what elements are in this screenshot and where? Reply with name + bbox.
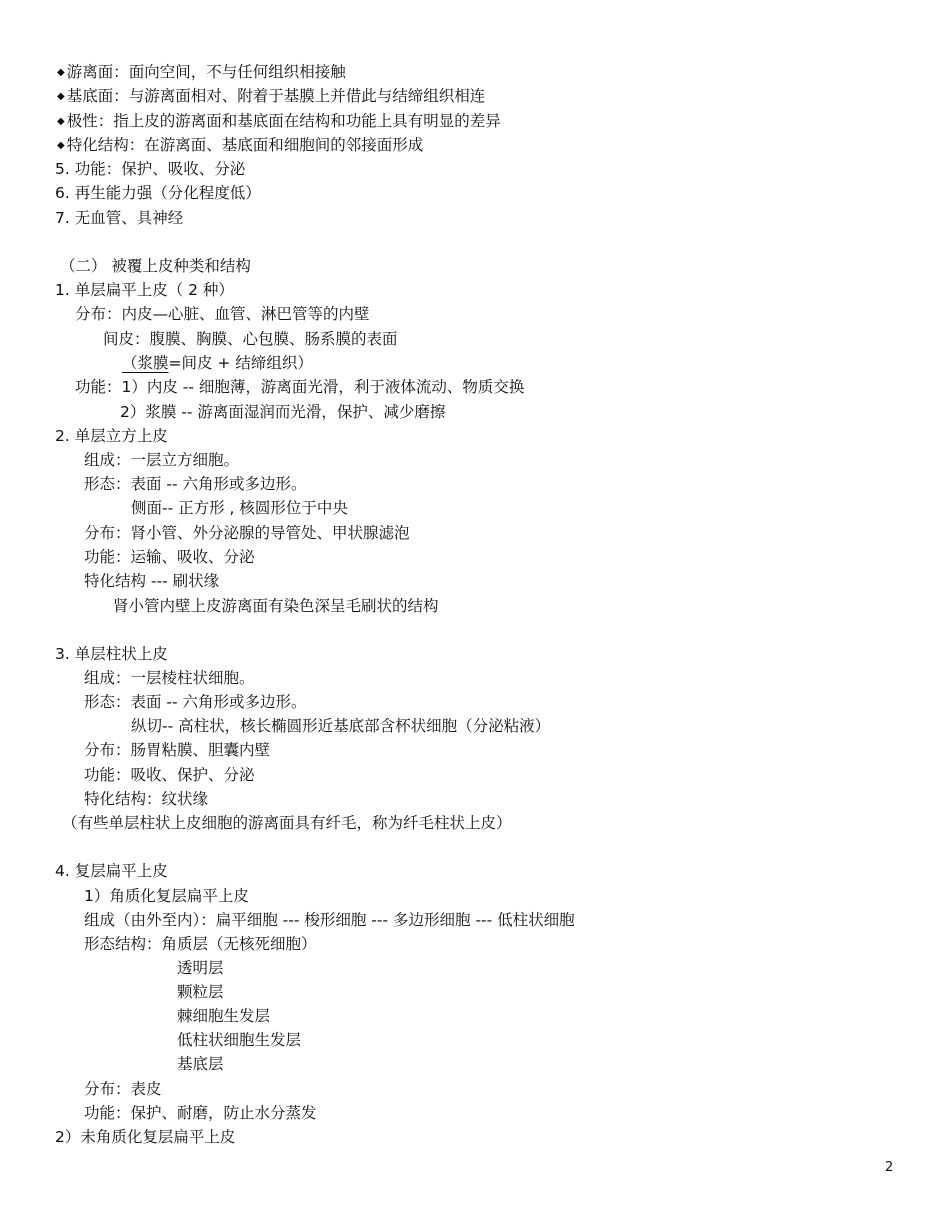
s1-mesothelium: 间皮：腹膜、胸膜、心包膜、肠系膜的表面	[103, 330, 398, 348]
s4-subtitle-1: 1）角质化复层扁平上皮	[84, 887, 249, 905]
s4-subtitle-2: 2）未角质化复层扁平上皮	[55, 1128, 236, 1146]
diamond-bullet-icon: ◆	[57, 67, 65, 78]
bullet-text: 游离面：面向空间，不与任何组织相接触	[66, 63, 346, 81]
s1-function-1: 功能：1）内皮 -- 细胞薄，游离面光滑，利于液体流动、物质交换	[75, 378, 525, 396]
bullet-basal-surface	[57, 86, 485, 106]
bullet-text: 特化结构：在游离面、基底面和细胞间的邻接面形成	[66, 136, 424, 154]
s2-composition: 组成：一层立方细胞。	[84, 451, 240, 469]
s3-title: 3. 单层柱状上皮	[55, 645, 168, 663]
s1-distribution: 分布：内皮—心脏、血管、淋巴管等的内壁	[75, 305, 370, 323]
s3-morphology-2: 纵切-- 高柱状，核长椭圆形近基底部含杯状细胞（分泌粘液）	[131, 717, 551, 735]
s4-composition: 组成（由外至内）：扁平细胞 --- 梭形细胞 --- 多边形细胞 --- 低柱状细胞	[84, 911, 575, 929]
list-item-5: 5. 功能：保护、吸收、分泌	[55, 160, 246, 178]
s1-title: 1. 单层扁平上皮（ 2 种）	[55, 281, 234, 299]
s3-function: 功能：吸收、保护、分泌	[84, 766, 255, 784]
s2-function: 功能：运输、吸收、分泌	[84, 548, 255, 566]
bullet-free-surface	[57, 62, 346, 82]
s4-layer: 棘细胞生发层	[177, 1007, 271, 1025]
bullet-polarity	[57, 111, 501, 131]
list-item-7: 7. 无血管、具神经	[55, 209, 184, 227]
list-item-6: 6. 再生能力强（分化程度低）	[55, 184, 261, 202]
diamond-bullet-icon: ◆	[57, 116, 65, 127]
section-heading: （二） 被覆上皮种类和结构	[60, 257, 251, 275]
s3-distribution: 分布：肠胃粘膜、胆囊内壁	[84, 741, 271, 759]
s3-specialization: 特化结构：纹状缘	[84, 790, 209, 808]
s4-title: 4. 复层扁平上皮	[55, 862, 168, 880]
diamond-bullet-icon: ◆	[57, 140, 65, 151]
page-number: 2	[885, 1160, 894, 1175]
s3-morphology-1: 形态：表面 -- 六角形或多边形。	[84, 693, 307, 711]
s1-serosa	[122, 353, 313, 373]
s3-note: （有些单层柱状上皮细胞的游离面具有纤毛，称为纤毛柱状上皮）	[62, 814, 512, 832]
s4-layer: 透明层	[177, 959, 224, 977]
s1-function-2: 2）浆膜 -- 游离面湿润而光滑，保护、减少磨擦	[120, 403, 446, 421]
s4-morphology: 形态结构：角质层（无核死细胞）	[84, 935, 317, 953]
s4-layer: 颗粒层	[177, 983, 224, 1001]
s4-layer: 低柱状细胞生发层	[177, 1031, 302, 1049]
s2-morphology-2: 侧面-- 正方形 , 核圆形位于中央	[131, 499, 348, 517]
bullet-specialized	[57, 135, 423, 155]
s2-title: 2. 单层立方上皮	[55, 427, 168, 445]
serosa-term: （浆膜	[122, 354, 169, 372]
s2-morphology-1: 形态：表面 -- 六角形或多边形。	[84, 475, 307, 493]
serosa-definition: =间皮 + 结缔组织）	[168, 354, 313, 372]
s4-function: 功能：保护、耐磨，防止水分蒸发	[84, 1104, 317, 1122]
s4-layer: 基底层	[177, 1055, 224, 1073]
s2-specialization-desc: 肾小管内壁上皮游离面有染色深呈毛刷状的结构	[113, 597, 439, 615]
s2-specialization: 特化结构 --- 刷状缘	[84, 572, 220, 590]
s2-distribution: 分布：肾小管、外分泌腺的导管处、甲状腺滤泡	[84, 524, 410, 542]
bullet-text: 极性：指上皮的游离面和基底面在结构和功能上具有明显的差异	[66, 112, 501, 130]
bullet-text: 基底面：与游离面相对、附着于基膜上并借此与结缔组织相连	[66, 87, 486, 105]
diamond-bullet-icon: ◆	[57, 91, 65, 102]
s3-composition: 组成：一层棱柱状细胞。	[84, 669, 255, 687]
s4-distribution: 分布：表皮	[84, 1080, 162, 1098]
